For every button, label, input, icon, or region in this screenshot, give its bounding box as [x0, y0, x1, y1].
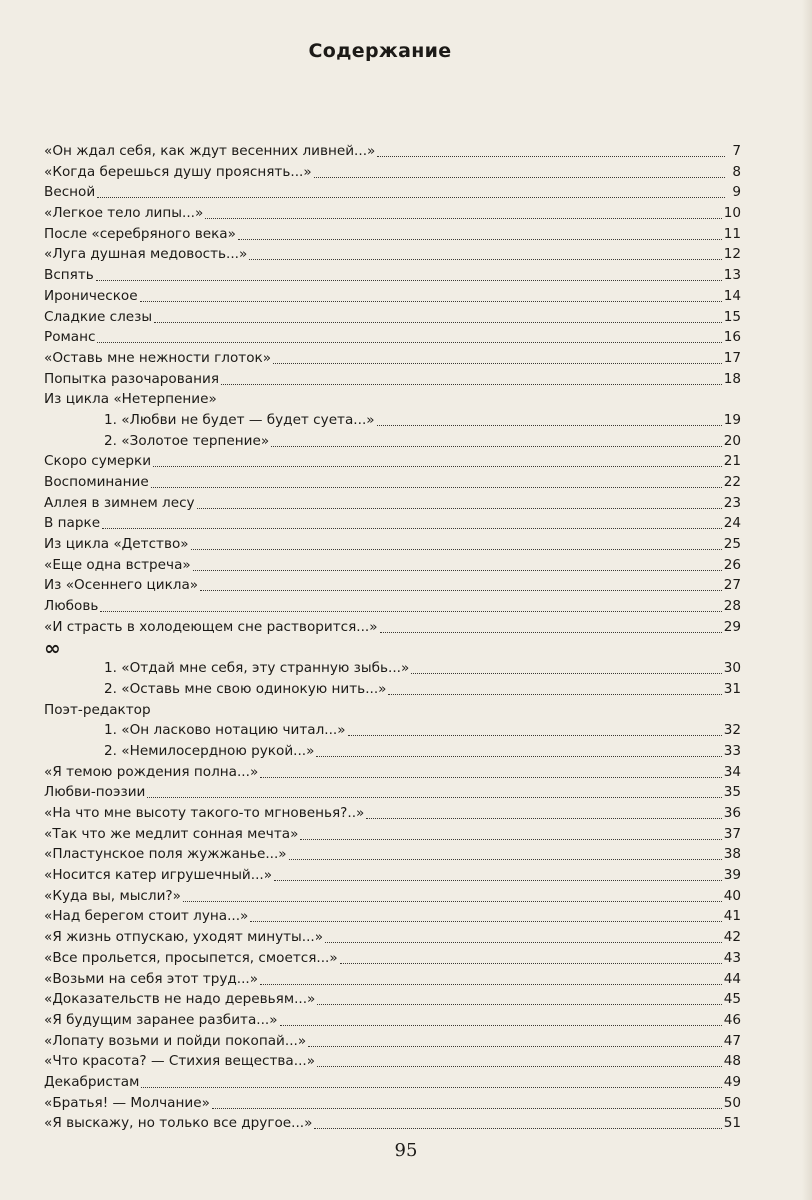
toc-entry	[44, 575, 741, 596]
toc-entry	[44, 224, 741, 245]
dot-leader	[377, 143, 725, 157]
toc-entry-title: «Так что же медлит сонная мечта»	[44, 825, 299, 842]
page-title: Содержание	[308, 40, 452, 62]
toc-entry	[44, 307, 741, 328]
toc-entry	[44, 906, 741, 927]
toc-entry	[44, 286, 741, 307]
toc-entry-title: «Еще одна встреча»	[44, 556, 191, 573]
toc-entry-title: Поэт-редактор	[44, 701, 151, 718]
toc-entry-title: 2. «Оставь мне свою одинокую нить...»	[104, 680, 387, 697]
dot-leader	[193, 557, 722, 571]
dot-leader	[260, 971, 722, 985]
toc-entry-title: Сладкие слезы	[44, 308, 153, 325]
toc-entry-page: 34	[723, 763, 741, 780]
toc-entry	[44, 389, 741, 410]
toc-entry-title: Аллея в зимнем лесу	[44, 494, 195, 511]
toc-entry-page: 28	[723, 598, 741, 615]
toc-entry-title: «И страсть в холодеющем сне растворится...»	[44, 618, 378, 635]
toc-entry	[44, 886, 741, 907]
toc-entry	[44, 803, 741, 824]
toc-entry	[44, 844, 741, 865]
toc-entry-page: 40	[723, 887, 741, 904]
toc-entry	[44, 265, 741, 286]
toc-entry-title: Любовь	[44, 598, 99, 615]
dot-leader	[317, 991, 721, 1005]
toc-entry	[44, 927, 741, 948]
toc-entry	[44, 472, 741, 493]
toc-entry	[44, 410, 741, 431]
toc-entry-page: 7	[732, 143, 741, 159]
toc-entry-title: Декабристам	[44, 1073, 140, 1090]
dot-leader	[200, 577, 722, 591]
dot-leader	[102, 515, 722, 529]
toc-entry	[44, 1072, 741, 1093]
dot-leader	[366, 805, 721, 819]
toc-entry	[44, 762, 741, 783]
toc-entry-page: 14	[723, 287, 741, 304]
toc-entry-page: 17	[723, 349, 741, 366]
dot-leader	[97, 329, 721, 343]
dot-leader	[154, 309, 722, 323]
dot-leader	[325, 929, 722, 943]
dot-leader	[97, 184, 725, 198]
dot-leader	[377, 412, 722, 426]
toc-entry-title: «Я жизнь отпускаю, уходят минуты...»	[44, 929, 324, 946]
toc-entry-title: 2. «Немилосердною рукой...»	[104, 742, 315, 759]
table-of-contents	[44, 141, 741, 1134]
toc-entry-page: 29	[723, 618, 741, 635]
toc-entry-page: 31	[723, 680, 741, 697]
dot-leader	[388, 681, 721, 695]
toc-entry-title: «Куда вы, мысли?»	[44, 887, 181, 904]
toc-entry-page: 13	[723, 267, 741, 284]
dot-leader	[260, 764, 721, 778]
toc-entry	[44, 534, 741, 555]
toc-entry-title: Попытка разочарования	[44, 370, 219, 387]
toc-entry-title: Из цикла «Нетерпение»	[44, 391, 217, 408]
toc-entry-page: 27	[723, 577, 741, 594]
toc-entry-page: 43	[723, 949, 741, 966]
toc-entry-page: 15	[723, 308, 741, 325]
toc-entry-title: «Лопату возьми и пойди покопай...»	[44, 1032, 307, 1049]
toc-entry-page: 50	[723, 1094, 741, 1111]
dot-leader	[221, 371, 722, 385]
dot-leader	[140, 288, 722, 302]
toc-entry-title: «Пластунское поля жужжанье...»	[44, 846, 287, 863]
toc-entry-title: После «серебряного века»	[44, 225, 236, 242]
toc-entry-title: «Я темою рождения полна...»	[44, 763, 259, 780]
toc-entry-page: 33	[723, 742, 741, 759]
toc-entry-title: Ироническое	[44, 287, 138, 304]
dot-leader	[308, 1033, 722, 1047]
dot-leader	[212, 1095, 722, 1109]
toc-entry	[44, 244, 741, 265]
dot-leader	[314, 164, 725, 178]
toc-entry	[44, 555, 741, 576]
toc-entry-page: 9	[732, 184, 741, 201]
toc-entry-page: 8	[732, 163, 741, 180]
toc-entry-title: Романс	[44, 329, 96, 346]
toc-entry	[44, 969, 741, 990]
dot-leader	[316, 743, 721, 757]
toc-entry	[44, 596, 741, 617]
toc-entry-title: Из цикла «Детство»	[44, 536, 189, 553]
dot-leader	[183, 888, 722, 902]
page-edge-shadow	[802, 0, 812, 1200]
toc-entry-title: «Оставь мне нежности глоток»	[44, 349, 272, 366]
toc-entry-page: 20	[723, 432, 741, 449]
dot-leader	[271, 433, 722, 447]
toc-entry	[44, 1051, 741, 1072]
toc-entry-title: Воспоминание	[44, 474, 149, 490]
toc-entry-page: 48	[723, 1053, 741, 1070]
toc-entry-page: 37	[723, 825, 741, 842]
toc-entry	[44, 865, 741, 886]
toc-entry-title: Вспять	[44, 267, 94, 284]
dot-leader	[348, 722, 722, 736]
toc-entry-page: 42	[723, 929, 741, 946]
toc-entry-title: «Над берегом стоит луна...»	[44, 908, 249, 925]
toc-entry	[44, 948, 741, 969]
toc-entry	[44, 431, 741, 452]
toc-entry-page: 47	[723, 1032, 741, 1049]
toc-entry	[44, 203, 741, 224]
toc-entry-page: 26	[723, 556, 741, 573]
toc-entry-page: 35	[723, 784, 741, 801]
toc-entry	[44, 741, 741, 762]
toc-entry-page: 41	[723, 908, 741, 925]
toc-entry-title: «Что красота? — Стихия вещества...»	[44, 1053, 316, 1070]
dot-leader	[274, 867, 722, 881]
toc-entry-page: 38	[723, 846, 741, 863]
toc-entry-title: 1. «Отдай мне себя, эту странную зыбь...»	[104, 660, 410, 677]
toc-entry-title: 1. «Любви не будет — будет суета...»	[104, 411, 375, 428]
toc-entry-page: 12	[723, 246, 741, 263]
toc-entry-page: 16	[723, 329, 741, 346]
toc-entry-page: 30	[723, 660, 741, 677]
toc-entry-title: 1. «Он ласково нотацию читал...»	[104, 722, 346, 739]
toc-entry-page: 22	[723, 474, 741, 490]
dot-leader	[147, 784, 721, 798]
toc-entry-title: «Луга душная медовость...»	[44, 246, 248, 263]
dot-leader	[289, 846, 722, 860]
toc-entry	[44, 700, 741, 721]
toc-entry	[44, 1031, 741, 1052]
toc-entry-page: 24	[723, 515, 741, 532]
toc-entry-title: 2. «Золотое терпение»	[104, 432, 270, 449]
toc-entry	[44, 824, 741, 845]
dot-leader	[100, 598, 721, 612]
section-symbol	[44, 635, 741, 660]
toc-entry-page: 46	[723, 1011, 741, 1028]
dot-leader	[151, 474, 722, 488]
toc-entry-page: 44	[723, 970, 741, 987]
toc-entry-page: 10	[723, 205, 741, 222]
toc-entry-page: 45	[723, 991, 741, 1008]
toc-entry	[44, 1113, 741, 1134]
infinity-symbol: ∞	[44, 635, 61, 660]
toc-entry-title: «Возьми на себя этот труд...»	[44, 970, 259, 987]
toc-entry	[44, 369, 741, 390]
toc-entry	[44, 141, 741, 162]
toc-entry-title: Скоро сумерки	[44, 453, 152, 470]
dot-leader	[238, 226, 722, 240]
dot-leader	[197, 495, 722, 509]
toc-entry-title: В парке	[44, 515, 101, 532]
dot-leader	[205, 205, 721, 219]
toc-entry-title: «Носится катер игрушечный...»	[44, 867, 273, 884]
toc-entry	[44, 679, 741, 700]
toc-entry-title: «Я будущим заранее разбита...»	[44, 1011, 278, 1028]
toc-entry-title: «Доказательств не надо деревьям...»	[44, 991, 316, 1008]
dot-leader	[96, 267, 722, 281]
dot-leader	[191, 536, 722, 550]
dot-leader	[250, 908, 721, 922]
dot-leader	[153, 453, 722, 467]
toc-entry-page: 19	[723, 411, 741, 428]
dot-leader	[380, 619, 722, 633]
dot-leader	[141, 1074, 721, 1088]
toc-entry-page: 21	[723, 453, 741, 470]
toc-entry	[44, 720, 741, 741]
toc-entry	[44, 348, 741, 369]
toc-entry-page: 49	[723, 1073, 741, 1090]
dot-leader	[317, 1053, 722, 1067]
toc-entry	[44, 162, 741, 183]
toc-entry	[44, 182, 741, 203]
toc-entry-page: 23	[723, 494, 741, 511]
toc-entry-title: «Все прольется, просыпется, смоется...»	[44, 949, 338, 966]
toc-entry	[44, 513, 741, 534]
page-number: 95	[394, 1140, 418, 1161]
toc-entry-title: «На что мне высоту такого-то мгновенья?..»	[44, 805, 365, 821]
toc-entry	[44, 617, 741, 638]
toc-entry-title: Из «Осеннего цикла»	[44, 577, 199, 594]
toc-entry-page: 39	[723, 867, 741, 884]
toc-entry	[44, 1093, 741, 1114]
dot-leader	[280, 1012, 722, 1026]
toc-entry-page: 36	[723, 805, 741, 821]
toc-entry-page: 32	[723, 722, 741, 739]
toc-entry-page: 11	[723, 225, 741, 242]
toc-entry-title: Весной	[44, 184, 96, 201]
toc-entry	[44, 782, 741, 803]
dot-leader	[300, 826, 721, 840]
dot-leader	[340, 950, 722, 964]
toc-entry	[44, 1010, 741, 1031]
toc-entry-title: «Он ждал себя, как ждут весенних ливней...»	[44, 143, 376, 159]
dot-leader	[411, 660, 721, 674]
toc-entry	[44, 493, 741, 514]
toc-entry-page: 18	[723, 370, 741, 387]
toc-entry-title: «Я выскажу, но только все другое...»	[44, 1115, 313, 1132]
toc-entry-title: «Когда берешься душу прояснять...»	[44, 163, 312, 180]
dot-leader	[249, 246, 721, 260]
toc-entry	[44, 327, 741, 348]
toc-entry-page: 51	[723, 1115, 741, 1132]
dot-leader	[273, 350, 722, 364]
toc-entry-page: 25	[723, 536, 741, 553]
toc-entry-title: «Легкое тело липы...»	[44, 205, 204, 222]
toc-entry-title: Любви-поэзии	[44, 784, 146, 801]
toc-entry	[44, 658, 741, 679]
toc-entry	[44, 451, 741, 472]
toc-entry	[44, 989, 741, 1010]
dot-leader	[314, 1115, 721, 1129]
toc-entry-title: «Братья! — Молчание»	[44, 1094, 210, 1111]
